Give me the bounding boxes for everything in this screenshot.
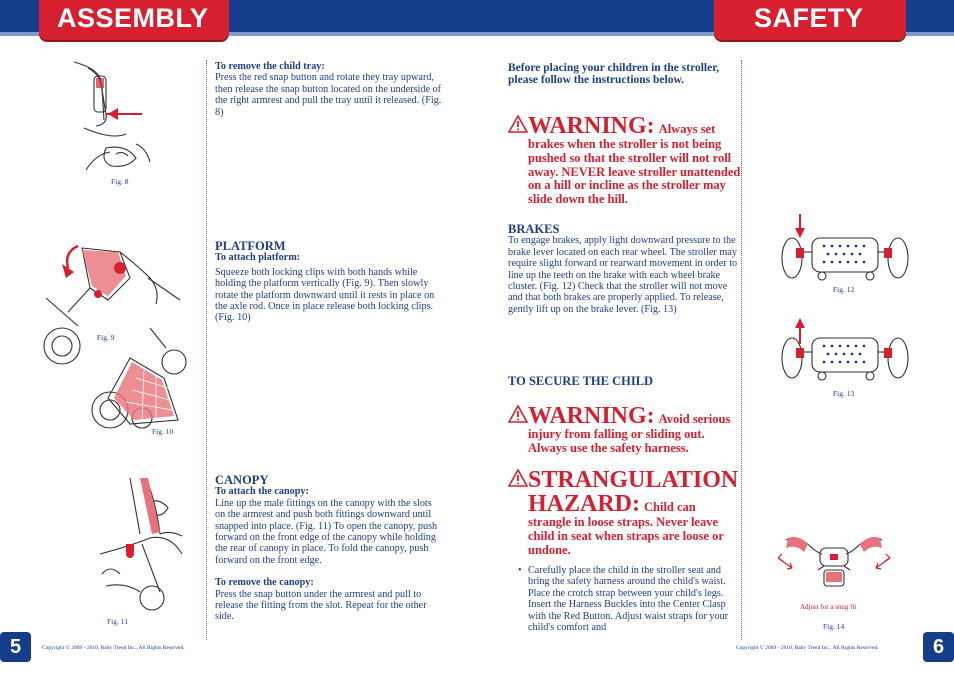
page-number-left: 5	[0, 632, 31, 662]
fig14-caption: Adjust for a snug fit	[800, 603, 857, 611]
warning1-word: WARNING:	[528, 113, 655, 139]
canopy-attach-body: Line up the male fittings on the canopy with the slots on the armrest and push both fittings downward until snapped into place. (Fig. 11) To open the canopy, push forward on the front edge of the canopy while holding the rear of canopy in place. To fold the canopy, push forward on the front edge.	[215, 497, 438, 566]
canopy-remove-heading: To remove the canopy:	[215, 577, 314, 589]
strangulation-lead: Child can	[644, 500, 696, 514]
warning-triangle-icon	[508, 115, 528, 133]
page-header	[0, 0, 954, 36]
left-column-divider	[206, 60, 207, 640]
harness-bullet	[518, 565, 740, 633]
warning1-text: brakes when the stroller is not being pushed so that the stroller will not roll away. NEVER leave stroller unattended on a hill or incline as the stroller may slide down the hill.	[528, 137, 741, 207]
canopy-title: CANOPY	[215, 473, 269, 487]
strangulation-line1: STRANGULATION	[528, 467, 739, 493]
bullet-dot: •	[518, 565, 522, 576]
brakes-section	[508, 224, 740, 315]
brakes-title: BRAKES	[508, 222, 560, 236]
brakes-body: To engage brakes, apply light downward pressure to the brake lever located on each rear wheel. The stroller may require slight forward or rearward movement in order to line up the teeth on the brake with each wheel brake cluster. (Fig. 12) Check that the stroller will not move and that both brakes are properly applied. To release, gently lift up on the brake lever. (Fig. 13)	[508, 235, 738, 315]
warning-triangle-icon	[508, 405, 528, 423]
warning2-text: injury from falling or sliding out. Always use the safety harness.	[528, 427, 705, 455]
fig13-illustration	[778, 316, 910, 386]
warning-triangle-icon	[508, 469, 528, 487]
fig14-label: Fig. 14	[823, 622, 845, 631]
platform-section	[215, 241, 439, 324]
fig9-label: Fig. 9	[97, 333, 115, 342]
strangulation-line2: HAZARD:	[528, 491, 640, 517]
secure-child-title: TO SECURE THE CHILD	[508, 374, 654, 388]
platform-subheading: To attach platform:	[215, 252, 301, 264]
canopy-remove-body: Press the snap button under the armrest and pull to release the fitting from the slot. Repeat for the other side.	[215, 588, 427, 623]
safety-intro: Before placing your children in the stroller, please follow the instructions below.	[508, 62, 720, 86]
fig11-illustration	[90, 474, 200, 614]
strangulation-hazard	[508, 468, 744, 557]
canopy-attach-heading: To attach the canopy:	[215, 486, 309, 498]
platform-title: PLATFORM	[215, 239, 286, 253]
fig13-label: Fig. 13	[833, 389, 855, 398]
platform-body: Squeeze both locking clips with both hands while holding the platform vertically (Fig. 9). Then slowly rotate the platform downward until it rests in place on the axle rod. Once in place release both locking clips. (Fig. 10)	[215, 266, 435, 324]
assembly-title: ASSEMBLY	[57, 3, 209, 33]
tray-heading: To remove the child tray:	[215, 61, 325, 72]
copyright-left: Copyright © 2009 - 2010, Baby Trend Inc., All Rights Reserved.	[42, 645, 185, 651]
copyright-right: Copyright © 2009 - 2010, Baby Trend Inc., All Rights Reserved.	[736, 645, 879, 651]
warning2-lead: Avoid serious	[658, 412, 731, 426]
fig8-label: Fig. 8	[111, 177, 129, 186]
warning2-word: WARNING:	[528, 403, 655, 429]
strangulation-text: strangle in loose straps. Never leave child in seat when straps are loose or undone.	[528, 515, 724, 557]
tray-body: Press the red snap button and rotate they tray upward, then release the snap button located on the underside of the right armrest and pull the tray until it released. (Fig. 8)	[215, 72, 442, 118]
safety-tab	[714, 0, 906, 40]
warning1-lead: Always set	[658, 122, 716, 136]
warning-brakes	[508, 114, 744, 207]
fig12-illustration	[778, 212, 910, 282]
fig8-illustration	[66, 58, 164, 176]
harness-bullet-text: Carefully place the child in the stroller seat and bring the safety harness around the child's waist. Place the crotch strap between your child's legs. Insert the Harness Buckles into the Center Clasp with the Red Button. Adjust waist straps for your child's comfort and	[528, 565, 729, 634]
safety-title: SAFETY	[754, 3, 864, 33]
fig12-label: Fig. 12	[833, 285, 855, 294]
fig10-label: Fig. 10	[152, 427, 174, 436]
page-number-right: 6	[923, 632, 954, 662]
assembly-tab	[39, 0, 229, 40]
fig11-label: Fig. 11	[107, 617, 128, 626]
warning-harness	[508, 404, 744, 456]
tray-section	[215, 61, 447, 118]
canopy-section	[215, 475, 441, 623]
fig14-illustration	[776, 528, 892, 600]
